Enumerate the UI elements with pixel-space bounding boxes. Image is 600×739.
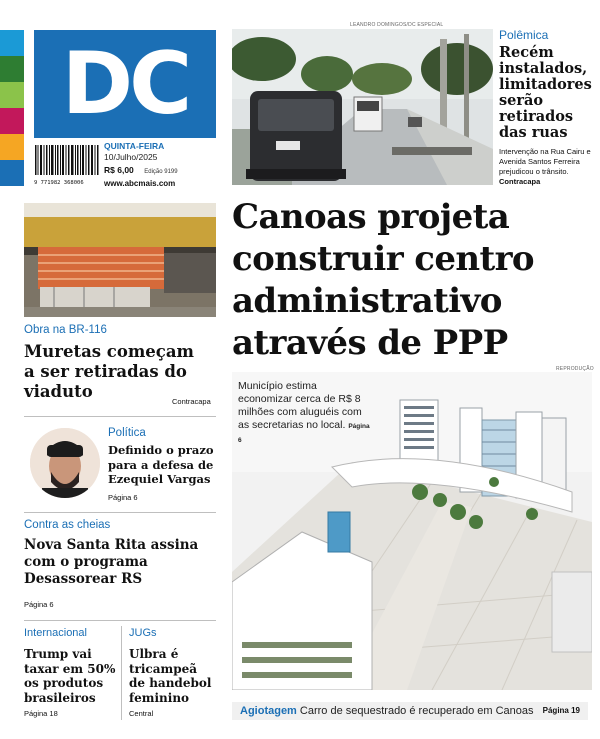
masthead-info [104,141,216,190]
br116-headline: Muretas começam a ser retiradas do viaduto [24,342,195,401]
cheias-headline: Nova Santa Rita assina com o programa Desassorear RS [24,537,199,587]
divider [24,512,216,513]
barcode-icon [34,145,100,175]
barcode [34,145,100,186]
stripe-segment [0,30,24,56]
column-divider [121,626,122,720]
street-photo[interactable] [232,29,493,185]
top-story-ref: Contracapa [499,177,541,186]
avatar[interactable] [30,428,100,498]
br116-kicker: Obra na BR-116 [24,324,107,336]
top-story-kicker: Polêmica [499,28,549,42]
internacional-headline: Trump vai taxar em 50% os produtos brasileiros [24,647,116,705]
divider [24,416,216,417]
internacional-kicker: Internacional [24,627,87,639]
footer-kicker: Agiotagem [240,705,297,717]
render-credit: REPRODUÇÃO [556,366,594,372]
stripe-segment [0,82,24,108]
portrait-image [30,428,100,498]
main-headline[interactable]: Canoas projeta construir centro administrativo através de PPP [232,197,534,363]
footer-bar[interactable] [232,702,588,720]
politica-ref: Página 6 [108,492,138,502]
story-br116[interactable] [24,322,216,402]
street-car-image [232,29,493,185]
main-story-summary: Município estima economizar cerca de R$ 8 milhões com aluguéis com as secretarias no local. [238,380,362,431]
br116-ref: Contracapa [172,397,211,406]
stripe-segment [0,108,24,134]
jugs-headline: Ulbra é tricampeã de handebol feminino [129,647,212,705]
politica-kicker: Política [108,427,146,439]
logo-text: DC [61,34,189,134]
stripe-segment [0,56,24,82]
story-cheias[interactable] [24,517,216,609]
color-stripe [0,30,24,186]
internacional-ref: Página 18 [24,709,58,718]
masthead-date: 10/Julho/2025 [104,152,158,162]
stripe-segment [0,160,24,186]
stripe-segment [0,134,24,160]
masthead-day: QUINTA-FEIRA [104,141,165,151]
masthead-website[interactable]: www.abcmais.com [104,179,176,188]
photo-credit: LEANDRO DOMINGOS/DC ESPECIAL [350,22,444,28]
top-story-headline: Recém instalados, limitadores serão retirados das ruas [499,44,592,141]
cheias-kicker: Contra as cheias [24,519,111,531]
masthead-logo[interactable] [34,30,216,138]
jugs-ref: Central [129,709,154,718]
footer-headline: Carro de sequestrado é recuperado em Canoas [299,705,534,717]
main-story-summary-block[interactable] [238,380,372,447]
main-story-ref: Página 6 [238,423,370,444]
story-internacional[interactable] [24,626,116,718]
story-politica[interactable] [108,426,216,502]
viaduct-image [24,203,216,317]
politica-headline: Definido o prazo para a defesa de Ezequiel Vargas [108,443,214,486]
viaduct-photo[interactable] [24,203,216,317]
cheias-ref: Página 6 [24,600,54,609]
footer-ref: Página 19 [542,706,580,715]
divider [24,620,216,621]
masthead-edition: Edição 9199 [144,169,178,175]
barcode-number: 9 771982 368006 [34,180,84,186]
top-story-summary: Intervenção na Rua Cairu e Avenida Santos Ferreira prejudicou o trânsito. [499,147,591,176]
story-jugs[interactable] [129,626,217,718]
top-story[interactable] [499,27,595,187]
masthead-price: R$ 6,00 [104,165,134,175]
jugs-kicker: JUGs [129,627,157,639]
